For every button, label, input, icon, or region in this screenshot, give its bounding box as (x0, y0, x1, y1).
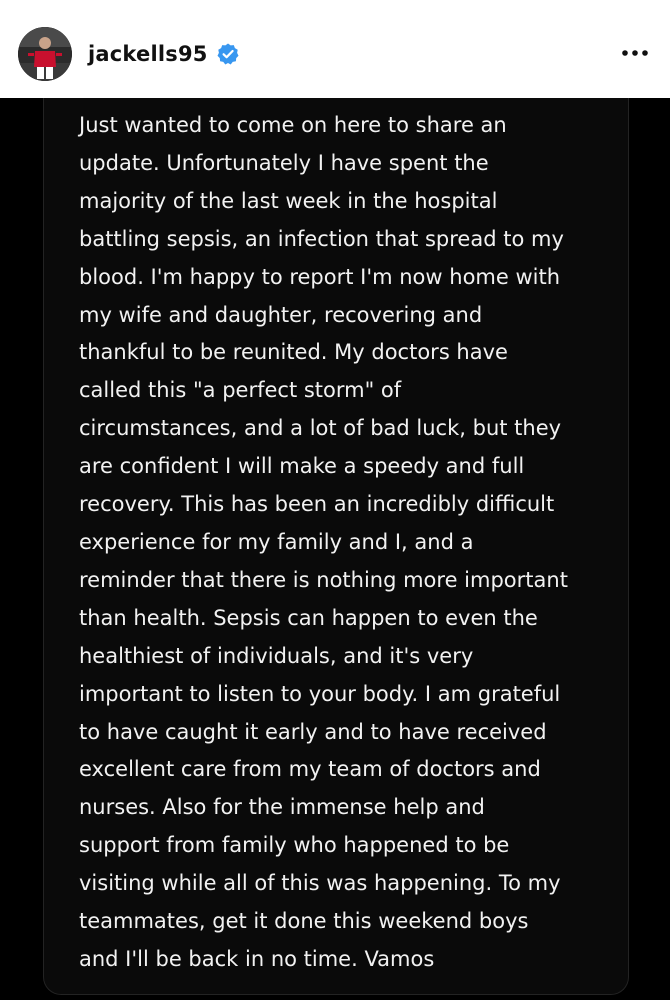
post-text-line: visiting while all of this was happening. To my (79, 871, 561, 896)
post-header (0, 0, 670, 98)
post-text-line: to have caught it early and to have received (79, 719, 547, 744)
post-text-line: thankful to be reunited. My doctors have (79, 340, 508, 365)
post-text-line: update. Unfortunately I have spent the (79, 150, 489, 175)
verified-badge-icon (216, 42, 240, 66)
post-text-line: recovery. This has been an incredibly difficult (79, 492, 555, 517)
post-text-line: blood. I'm happy to report I'm now home with (79, 264, 561, 289)
post-text-line: than health. Sepsis can happen to even the (79, 605, 538, 630)
post-text-line: circumstances, and a lot of bad luck, but they (79, 416, 562, 441)
avatar[interactable] (18, 27, 72, 81)
username-block[interactable] (88, 38, 240, 70)
post-text-line: battling sepsis, an infection that spread to my (79, 226, 564, 251)
more-horizontal-icon (621, 49, 649, 57)
post-body-text (79, 107, 609, 979)
username[interactable]: jackells95 (88, 42, 208, 66)
post-text-line: experience for my family and I, and a (79, 529, 474, 554)
post-text-line: are confident I will make a speedy and full (79, 454, 525, 479)
post-text-line: and I'll be back in no time. Vamos (79, 946, 435, 971)
post-text-line: excellent care from my team of doctors and (79, 757, 541, 782)
player-avatar-icon (18, 27, 72, 81)
post-text-line: reminder that there is nothing more important (79, 567, 568, 592)
post-text-line: majority of the last week in the hospital (79, 188, 498, 213)
post-text-line: Just wanted to come on here to share an (79, 113, 507, 137)
post-text-line: healthiest of individuals, and it's very (79, 643, 474, 668)
post-text-line: support from family who happened to be (79, 833, 510, 858)
post-text-line: called this "a perfect storm" of (79, 378, 402, 403)
post-text-line: my wife and daughter, recovering and (79, 302, 483, 327)
more-options-button[interactable] (620, 40, 650, 66)
post-text-line: important to listen to your body. I am grateful (79, 681, 561, 706)
post-text-line: teammates, get it done this weekend boys (79, 909, 529, 934)
post-text-line: nurses. Also for the immense help and (79, 795, 485, 820)
